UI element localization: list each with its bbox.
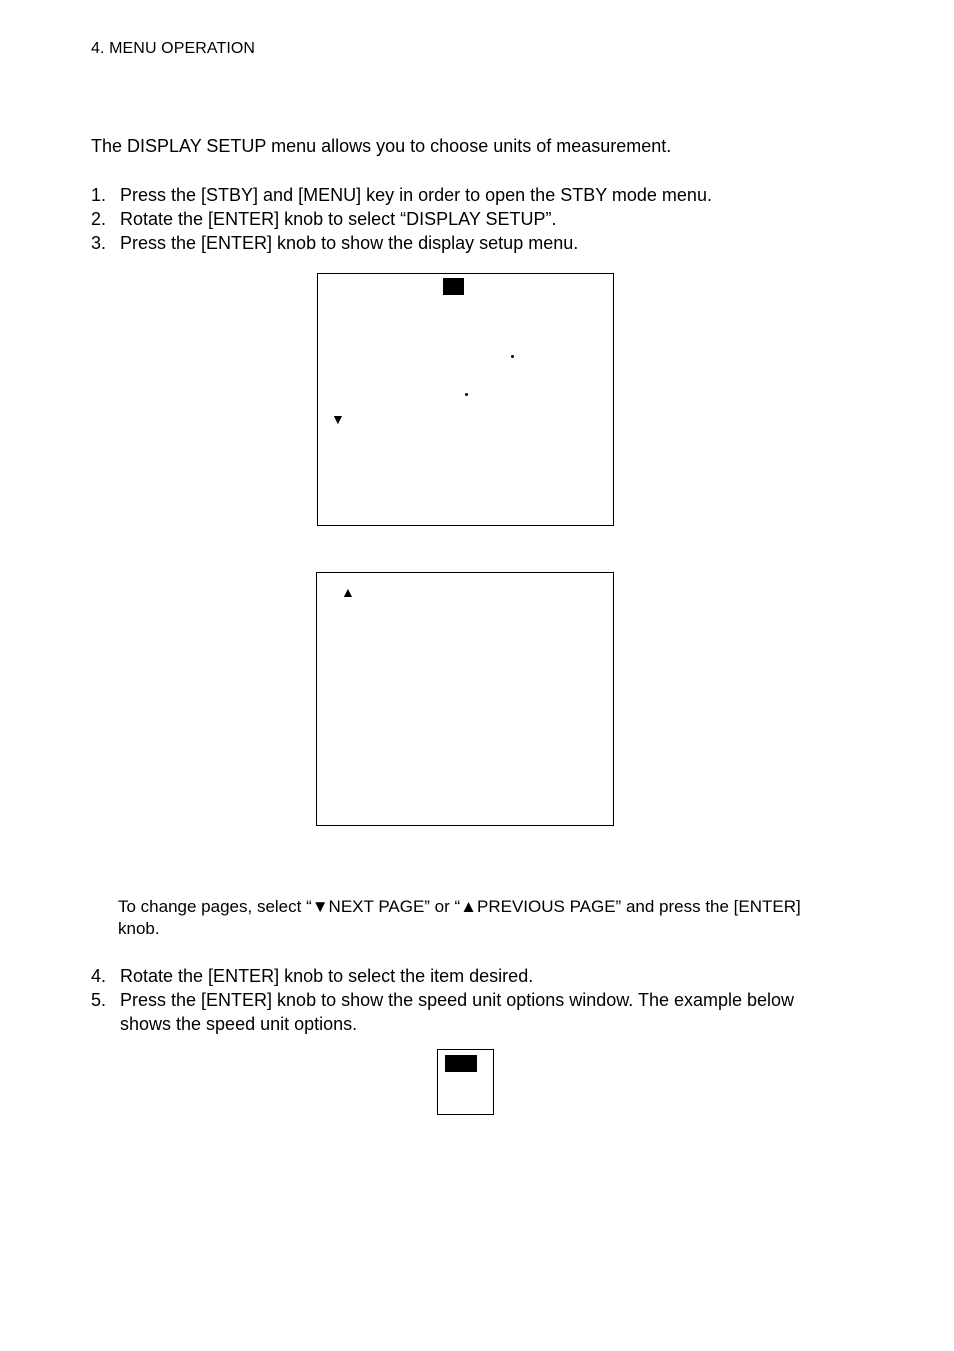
- step-text: Press the [ENTER] knob to show the display setup menu.: [120, 233, 579, 253]
- section-header: 4. MENU OPERATION: [91, 40, 256, 57]
- step-number: 5.: [91, 990, 107, 1010]
- step-number: 3.: [91, 233, 107, 253]
- previous-page-arrow-icon: ▲: [341, 584, 355, 600]
- intro-paragraph: The DISPLAY SETUP menu allows you to choose units of measurement.: [91, 136, 672, 156]
- step-text: Press the [ENTER] knob to show the speed unit options window. The example below: [120, 990, 795, 1010]
- next-page-arrow-icon: ▼: [331, 411, 345, 427]
- step-number: 1.: [91, 185, 107, 205]
- step-text: Press the [STBY] and [MENU] key in order to open the STBY mode menu.: [120, 185, 712, 205]
- step-number: 4.: [91, 966, 107, 986]
- page-change-note: To change pages, select “▼NEXT PAGE” or “▲PREVIOUS PAGE” and press the [ENTER] knob.: [118, 897, 801, 938]
- step-text-continued: shows the speed unit options.: [120, 1014, 358, 1034]
- menu-cursor-highlight: [443, 278, 464, 295]
- option-cursor-highlight: [445, 1055, 477, 1072]
- step-number: 2.: [91, 209, 107, 229]
- step-text: Rotate the [ENTER] knob to select “DISPLAY SETUP”.: [120, 209, 557, 229]
- display-setup-menu-page-2: [316, 572, 614, 826]
- step-text: Rotate the [ENTER] knob to select the item desired.: [120, 966, 534, 986]
- speed-unit-options-window: [437, 1049, 494, 1115]
- menu-dot: [465, 393, 468, 396]
- menu-dot: [511, 355, 514, 358]
- display-setup-menu-page-1: [317, 273, 614, 526]
